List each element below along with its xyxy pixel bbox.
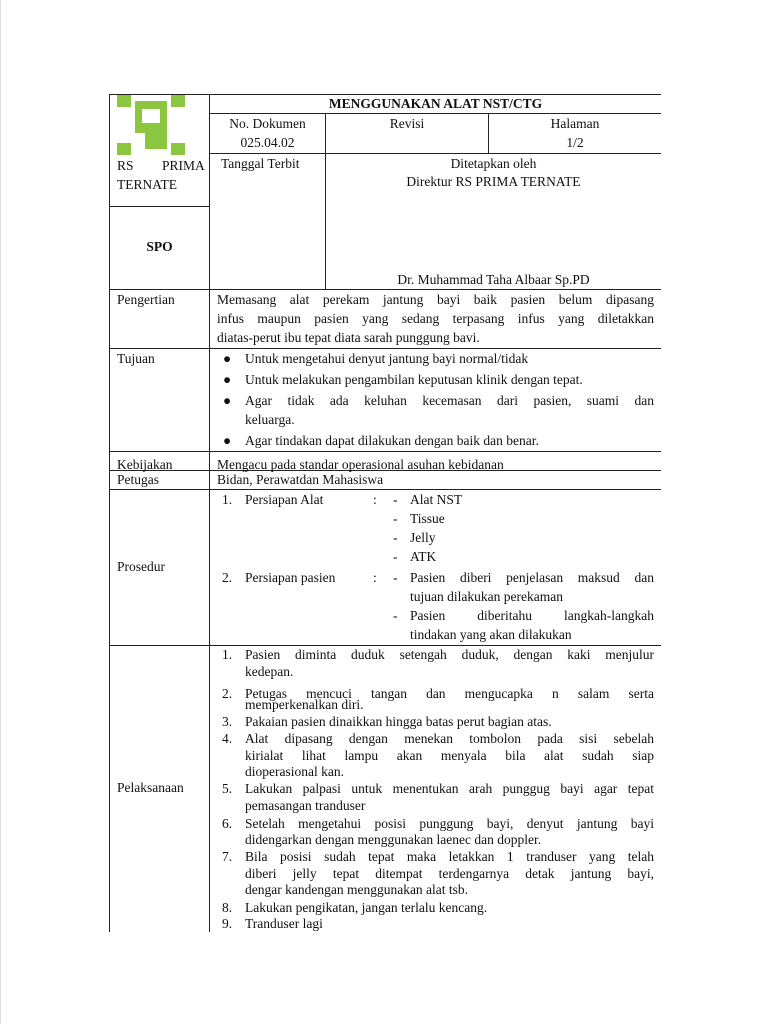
signer-name: Dr. Muhammad Taha Albaar Sp.PD [397,272,590,287]
pengertian-text: infus maupun pasien yang sedang terpasang infus yang diletakkan [217,311,654,326]
bullet-icon: ● [223,393,232,408]
persiapan-pasien-label: Persiapan pasien [245,570,336,585]
table-border [209,94,210,932]
tujuan-item: keluarga. [245,412,295,427]
page-edge [0,0,1,1024]
tujuan-item: Agar tindakan dapat dilakukan dengan baik dan benar. [245,433,539,448]
colon: : [373,570,377,585]
alat-item: Tissue [410,511,445,526]
list-number: 4. [222,731,233,746]
pelaksanaan-line: Petugas mencuci tangan dan mengucapka n salam serta [245,686,654,701]
no-dokumen-label: No. Dokumen [229,116,306,131]
pelaksanaan-line: Lakukan palpasi untuk menentukan arah punggug bayi agar tepat [245,781,654,796]
list-number: 7. [222,849,233,864]
ditetapkan-oleh: Ditetapkan oleh [450,156,537,171]
table-border [109,348,661,349]
pelaksanaan-line: memperkenalkan diri. [245,697,364,712]
table-border [109,94,110,932]
pasien-item: tujuan dilakukan perekaman [410,589,563,604]
pengertian-text: Memasang alat perekam jantung bayi baik pasien belum dipasang [217,292,654,307]
list-number: 9. [222,916,233,931]
persiapan-alat-label: Persiapan Alat [245,492,324,507]
document-title: MENGGUNAKAN ALAT NST/CTG [328,96,543,111]
dash: - [393,570,398,585]
prosedur-label: Prosedur [117,559,165,574]
pelaksanaan-line: pemasangan tranduser [245,798,366,813]
bullet-icon: ● [223,351,232,366]
hospital-name: TERNATE [117,177,177,192]
direktur-label: Direktur RS PRIMA TERNATE [406,174,581,189]
pelaksanaan-line: dioperasional kan. [245,764,344,779]
tujuan-item: Untuk melakukan pengambilan keputusan klinik dengan tepat. [245,372,583,387]
table-border [109,289,661,290]
table-border [109,489,661,490]
table-border [109,451,661,452]
table-border [325,113,326,289]
pelaksanaan-line: Bila posisi sudah tepat maka letakkan 1 tranduser yang telah [245,849,654,864]
spo-label: SPO [146,239,173,254]
dash: - [393,511,398,526]
dash: - [393,549,398,564]
alat-item: Alat NST [410,492,463,507]
list-number: 8. [222,900,233,915]
pelaksanaan-line: Lakukan pengikatan, jangan terlalu kencang. [245,900,488,915]
pelaksanaan-line: Pasien diminta duduk setengah duduk, dengan kaki menjulur [245,647,654,662]
no-dokumen-value: 025.04.02 [240,135,295,150]
pelaksanaan-label: Pelaksanaan [117,780,184,795]
pengertian-label: Pengertian [117,292,175,307]
pelaksanaan-line: didengarkan dengan menggunakan laenec dan doppler. [245,832,542,847]
list-number: 2. [222,570,233,585]
list-number: 3. [222,714,233,729]
pasien-item: Pasien diberitahu langkah-langkah [410,608,654,623]
pelaksanaan-line: Pakaian pasien dinaikkan hingga batas perut bagian atas. [245,714,552,729]
pengertian-text: diatas-perut ibu tepat diata sarah punggung bavi. [217,330,480,345]
pelaksanaan-line: Alat dipasang dengan menekan tombolon pada sisi sebelah [245,731,654,746]
pelaksanaan-line: Setelah mengetahui posisi punggung bayi, denyut jantung bayi [245,816,654,831]
table-border [209,153,661,154]
bullet-icon: ● [223,433,232,448]
table-border [109,206,209,207]
pelaksanaan-line: kirialat lihat lampu akan menyala bila alat sudah siap [245,748,654,763]
dash: - [393,608,398,623]
kebijakan-text: Mengacu pada standar operasional asuhan kebidanan [217,457,504,472]
hospital-logo-icon [117,95,185,155]
dash: - [393,492,398,507]
hospital-name: PRIMA [162,158,205,173]
pelaksanaan-line: kedepan. [245,664,294,679]
pelaksanaan-line: Tranduser lagi [245,916,323,931]
pelaksanaan-line: dengar kandengan menggunakan alat tsb. [245,882,469,897]
alat-item: Jelly [410,530,436,545]
alat-item: ATK [410,549,437,564]
table-border [209,113,661,114]
petugas-text: Bidan, Perawatdan Mahasiswa [217,472,384,487]
bullet-icon: ● [223,372,232,387]
colon: : [373,492,377,507]
petugas-label: Petugas [117,472,159,487]
list-number: 1. [222,492,233,507]
hospital-name: RS [117,158,134,173]
revisi-label: Revisi [389,116,425,131]
list-number: 2. [222,686,233,701]
halaman-label: Halaman [550,116,600,131]
list-number: 5. [222,781,233,796]
tanggal-terbit-label: Tanggal Terbit [221,156,300,171]
tujuan-item: Agar tidak ada keluhan kecemasan dari pasien, suami dan [245,393,654,408]
kebijakan-label: Kebijakan [117,457,173,472]
pasien-item: tindakan yang akan dilakukan [410,627,572,642]
halaman-value: 1/2 [566,135,584,150]
pelaksanaan-line: diberi jelly tepat ditempat terdengarnya detak jantung bayi, [245,866,654,881]
tujuan-item: Untuk mengetahui denyut jantung bayi normal/tidak [245,351,529,366]
pasien-item: Pasien diberi penjelasan maksud dan [410,570,654,585]
list-number: 1. [222,647,233,662]
list-number: 6. [222,816,233,831]
tujuan-label: Tujuan [117,351,155,366]
dash: - [393,530,398,545]
